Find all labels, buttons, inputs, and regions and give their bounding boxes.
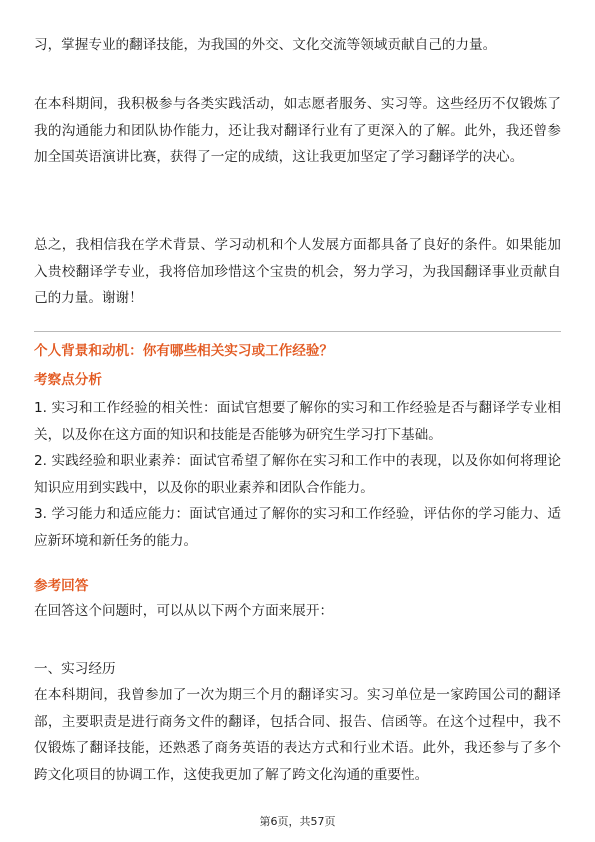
analysis-title: 考察点分析 <box>34 372 102 388</box>
paragraph-conclusion: 总之，我相信我在学术背景、学习动机和个人发展方面都具备了良好的条件。如果能加入贵校翻译学专业，我将倍加珍惜这个宝贵的机会，努力学习，为我国翻译事业贡献自己的力量。谢谢！ <box>34 237 561 306</box>
paragraph-continuation: 习，掌握专业的翻译技能，为我国的外交、文化交流等领域贡献自己的力量。 <box>34 37 497 53</box>
analysis-item: 3. 学习能力和适应能力：面试官通过了解你的实习和工作经验，评估你的学习能力、适应新环境和新任务的能力。 <box>34 506 561 549</box>
analysis-list <box>34 395 561 554</box>
section-divider <box>34 331 561 332</box>
analysis-item: 1. 实习和工作经验的相关性：面试官想要了解你的实习和工作经验是否与翻译学专业相关，以及你在这方面的知识和技能是否能够为研究生学习打下基础。 <box>34 400 561 443</box>
paragraph-internship: 在本科期间，我曾参加了一次为期三个月的翻译实习。实习单位是一家跨国公司的翻译部，主要职责是进行商务文件的翻译，包括合同、报告、信函等。在这个过程中，我不仅锻炼了翻译技能，还熟悉了商务英语的表达方式和行业术语。此外，我还参与了多个跨文化项目的协调工作，这使我更加了解了跨文化沟通的重要性。 <box>34 687 561 783</box>
paragraph-practice: 在本科期间，我积极参与各类实践活动，如志愿者服务、实习等。这些经历不仅锻炼了我的沟通能力和团队协作能力，还让我对翻译行业有了更深入的了解。此外，我还曾参加全国英语演讲比赛，获得了一定的成绩，这让我更加坚定了学习翻译学的决心。 <box>34 96 561 165</box>
answer-intro: 在回答这个问题时，可以从以下两个方面来展开： <box>34 603 334 619</box>
analysis-item: 2. 实践经验和职业素养：面试官希望了解你在实习和工作中的表现，以及你如何将理论知识应用到实践中，以及你的职业素养和团队合作能力。 <box>34 453 561 496</box>
subheading-internship: 一、实习经历 <box>34 661 116 677</box>
page-number: 第6页，共57页 <box>259 815 336 828</box>
question-heading: 个人背景和动机：你有哪些相关实习或工作经验？ <box>34 343 334 359</box>
answer-title: 参考回答 <box>34 578 89 594</box>
